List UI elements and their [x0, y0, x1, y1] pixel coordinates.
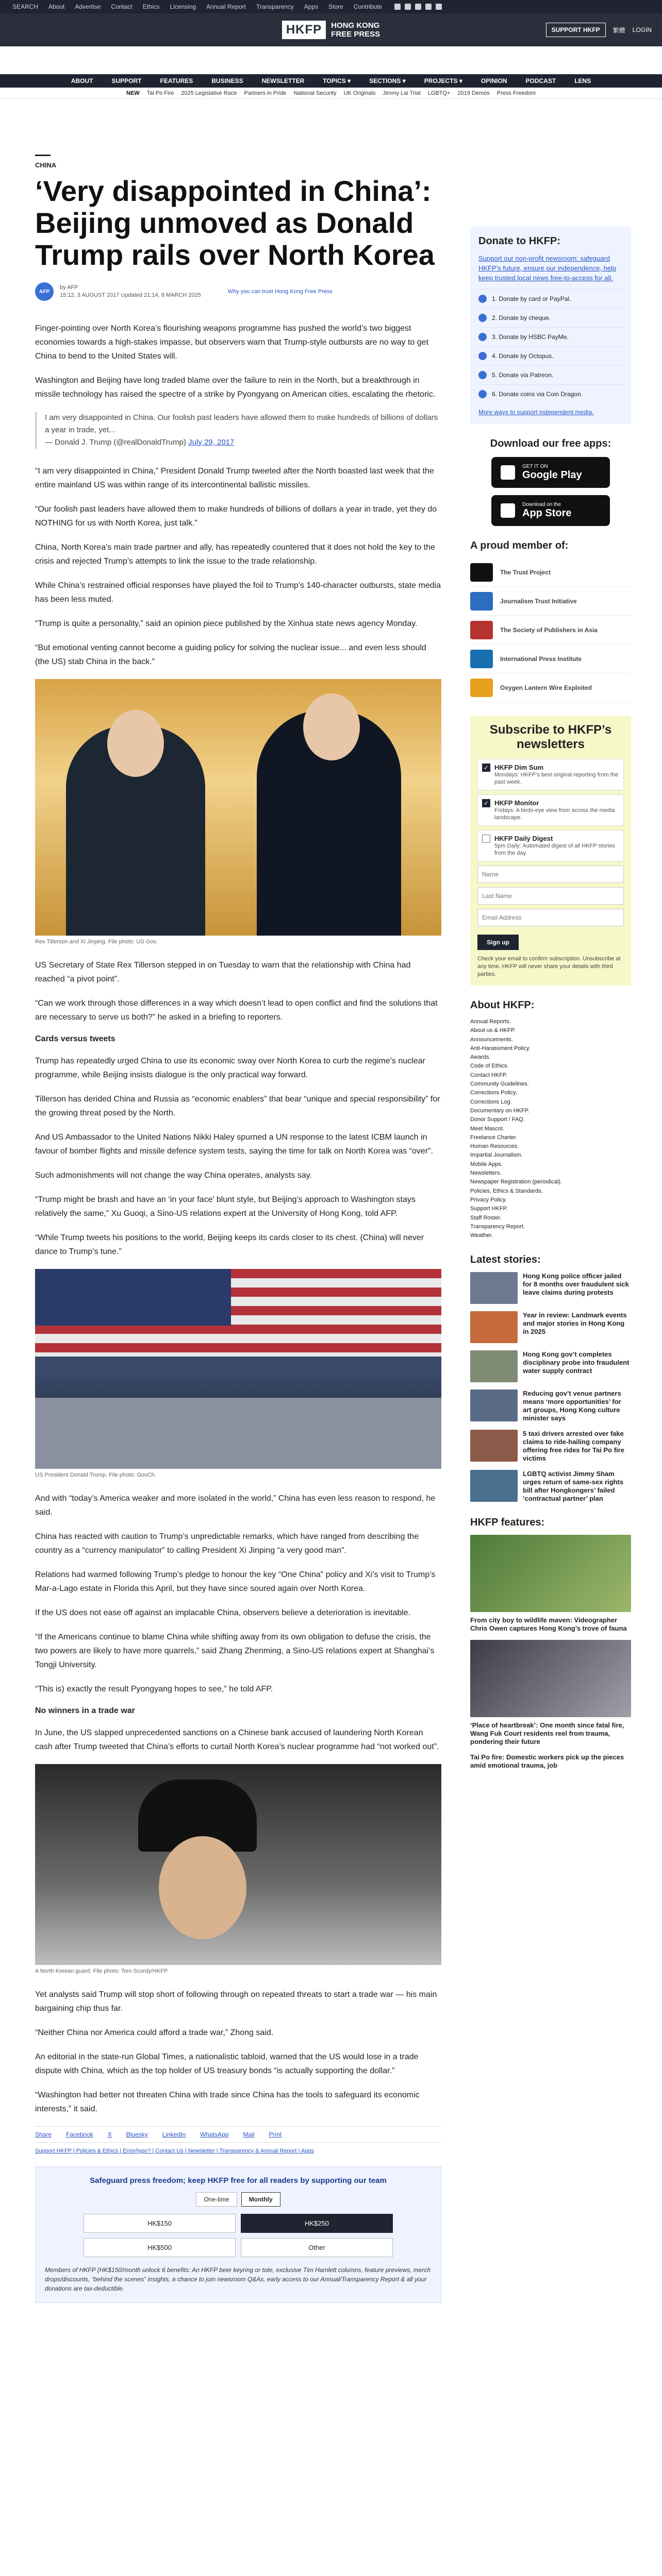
coin-icon — [478, 390, 487, 398]
util-link-contact[interactable]: Contact — [111, 3, 133, 10]
nav-sections[interactable]: SECTIONS ▾ — [369, 77, 406, 84]
paragraph: Tillerson has derided China and Russia as “economic enablers” that bear “unique and special responsibility” for the growing threat posed by the North. — [35, 1095, 440, 1117]
about-link[interactable]: Contact HKFP. — [470, 1072, 507, 1078]
paragraph: “Washington had better not threaten China with trade since China has the tools to safeguard its economic interests,” it said. — [35, 2091, 420, 2113]
share-print[interactable]: Print — [269, 2131, 282, 2138]
donate-lead[interactable]: Support our non-profit newsroom: safeguard HKFP’s future, ensure our independence, help keep trusted local news free-to-access for all. — [478, 255, 617, 282]
signup-button[interactable]: Sign up — [477, 935, 519, 950]
donate-option[interactable]: 5. Donate via Patreon. — [478, 365, 623, 384]
tab-one-time[interactable]: One-time — [196, 2192, 237, 2207]
trending-item[interactable]: Partners in Pride — [244, 90, 287, 96]
about-link[interactable]: Documentary on HKFP. — [470, 1107, 529, 1114]
payme-icon — [478, 333, 487, 341]
last-name-input[interactable] — [477, 887, 624, 905]
story-item[interactable]: Reducing gov’t venue partners means ‘more opportunities’ for art groups, Hong Kong culture minister says — [470, 1389, 631, 1422]
amount-option-selected[interactable]: HK$250 — [241, 2214, 393, 2233]
figure-trump — [35, 1269, 441, 1478]
util-link-store[interactable]: Store — [328, 3, 343, 10]
about-link[interactable]: Impartial Journalism. — [470, 1152, 523, 1159]
newsletter-fineprint: Check your email to confirm subscription. Unsubscribe at any time. HKFP will never share your details with third parties. — [477, 956, 621, 977]
check-icon[interactable]: ✓ — [482, 764, 490, 772]
about-link[interactable]: Annual Reports. — [470, 1019, 511, 1025]
patreon-icon — [478, 371, 487, 379]
apple-icon — [501, 503, 515, 518]
donate-option[interactable]: 1. Donate by card or PayPal. — [478, 289, 623, 308]
nav-about[interactable]: ABOUT — [71, 77, 93, 84]
logo-line2: FREE PRESS — [331, 30, 380, 39]
donate-option[interactable]: 4. Donate by Octopus. — [478, 346, 623, 365]
donate-box-title: Safeguard press freedom; keep HKFP free for all readers by supporting our team — [90, 2176, 387, 2185]
tweet-date-link[interactable]: July 29, 2017 — [188, 438, 235, 447]
latest-panel — [470, 1253, 631, 1503]
story-item[interactable]: Hong Kong police officer jailed for 8 months over fraudulent sick leave claims during protests — [470, 1272, 631, 1304]
about-link[interactable]: Support HKFP. — [470, 1206, 508, 1212]
story-thumbnail[interactable] — [470, 1430, 518, 1462]
member-logo[interactable]: The Trust Project — [470, 558, 631, 587]
footer-links[interactable]: Support HKFP | Policies & Ethics | Error/typo? | Contact Us | Newsletter | Transparency & Annual Report | Apps — [35, 2148, 314, 2154]
name-input[interactable] — [477, 866, 624, 883]
trending-item[interactable]: Press Freedom — [496, 90, 536, 96]
amount-option[interactable]: HK$150 — [84, 2214, 236, 2233]
paragraph: Such admonishments will not change the way China operates, analysts say. — [35, 1171, 312, 1180]
paragraph: And with “today’s America weaker and more isolated in the world,” China has even less reason to respond, he said. — [35, 1494, 436, 1517]
about-link[interactable]: Privacy Policy. — [470, 1196, 507, 1203]
story-thumbnail[interactable] — [470, 1311, 518, 1343]
paragraph: And US Ambassador to the United Nations Nikki Haley spurned a UN response to the latest ICBM launch in favour of bomber flights and missile defence system tests, saying the time for talk on North Korea was “over”. — [35, 1133, 433, 1156]
about-link[interactable]: Newspaper Registration (periodical). — [470, 1179, 562, 1185]
feature-item[interactable]: From city boy to wildlife maven: Videographer Chris Owen captures Hong Kong’s trove of fauna — [470, 1535, 631, 1633]
trending-bar — [0, 88, 662, 99]
paragraph: If the US does not ease off against an implacable China, observers believe a deterioration is inevitable. — [35, 1608, 411, 1617]
feature-image[interactable] — [470, 1535, 631, 1612]
share-facebook[interactable]: Facebook — [66, 2131, 93, 2138]
trending-item[interactable]: Tai Po Fire — [146, 90, 174, 96]
donate-box — [35, 2166, 441, 2303]
latest-title: Latest stories: — [470, 1254, 541, 1266]
embedded-tweet — [35, 412, 441, 449]
x-icon[interactable] — [405, 4, 411, 10]
photo-tillerson-xi — [35, 679, 441, 936]
donate-title: Donate to HKFP: — [478, 235, 560, 247]
member-logo[interactable]: Journalism Trust Initiative — [470, 587, 631, 616]
feature-image[interactable] — [470, 1640, 631, 1717]
paragraph: Finger-pointing over North Korea’s flourishing weapons programme has pushed the world’s two biggest economies towards a high-stakes impasse, but observers warn that Trump-style outbursts are no way to get China to bend to the United States will. — [35, 324, 429, 361]
site-logo[interactable] — [282, 21, 380, 39]
story-item[interactable]: LGBTQ activist Jimmy Sham urges return of same-sex rights bill after Hongkongers’ failed ‘contractual partner’ plan — [470, 1470, 631, 1503]
paragraph: Washington and Beijing have long traded blame over the failure to rein in the North, but a breakthrough in missile technology has raised the spectre of a strike by Pyongyang on American cities, escalating the rhetoric. — [35, 376, 436, 399]
trending-label: NEW — [126, 90, 140, 96]
instagram-icon[interactable] — [415, 4, 421, 10]
login-link[interactable]: LOGIN — [632, 26, 652, 33]
apps-title: Download our free apps: — [490, 438, 611, 449]
main-nav — [0, 74, 662, 88]
nav-lens[interactable]: LENS — [574, 77, 591, 84]
newsletter-option[interactable]: ✓ HKFP Dim Sum Mondays: HKFP’s best original reporting from the past week. — [477, 759, 624, 790]
share-bluesky[interactable]: Bluesky — [126, 2131, 148, 2138]
about-link[interactable]: Freelance Charter. — [470, 1134, 518, 1141]
nav-support[interactable]: SUPPORT — [111, 77, 142, 84]
story-thumbnail[interactable] — [470, 1350, 518, 1382]
share-bar — [35, 2126, 441, 2143]
amount-option-other[interactable]: Other — [241, 2238, 393, 2257]
util-link-apps[interactable]: Apps — [304, 3, 319, 10]
features-panel — [470, 1516, 631, 1770]
about-link[interactable]: Weather. — [470, 1232, 493, 1239]
donate-panel — [470, 227, 631, 424]
newsletter-option[interactable]: HKFP Daily Digest 5pm Daily: Automated digest of all HKFP stories from the day. — [477, 830, 624, 861]
app-store-button[interactable]: Download on the App Store — [491, 495, 610, 526]
member-logo[interactable]: The Society of Publishers in Asia — [470, 616, 631, 645]
more-ways-link[interactable]: More ways to support independent media. — [478, 409, 594, 416]
tweet-text: I am very disappointed in China. Our foolish past leaders have allowed them to make hundreds of billions of dollars a year in trade, yet... — [45, 413, 438, 434]
about-list — [470, 1018, 631, 1240]
youtube-icon[interactable] — [425, 4, 432, 10]
photo-trump — [35, 1269, 441, 1469]
about-link[interactable]: Policies, Ethics & Standards. — [470, 1188, 543, 1194]
share-x[interactable]: X — [107, 2131, 112, 2138]
about-link[interactable]: Donor Support / FAQ. — [470, 1116, 525, 1123]
trending-item[interactable]: Jimmy Lai Trial — [383, 90, 421, 96]
paragraph: “Neither China nor America could afford a trade war,” Zhong said. — [35, 2028, 274, 2037]
cheque-icon — [478, 314, 487, 322]
util-link-contribute[interactable]: Contribute — [353, 3, 383, 10]
story-item[interactable]: Year in review: Landmark events and major stories in Hong Kong in 2025 — [470, 1311, 631, 1343]
about-title: About HKFP: — [470, 999, 535, 1011]
paragraph: Trump has repeatedly urged China to use its economic sway over North Korea to curb the regime’s nuclear programme, while Beijing insists dialogue is the only practical way forward. — [35, 1057, 425, 1079]
util-link-licensing[interactable]: Licensing — [170, 3, 196, 10]
paragraph: “Trump is quite a personality,” said an opinion piece published by the Xinhua state news agency Monday. — [35, 619, 418, 628]
subheading: Cards versus tweets — [35, 1035, 115, 1043]
about-link[interactable]: Announcements. — [470, 1036, 513, 1043]
support-button[interactable]: SUPPORT HKFP — [546, 23, 606, 37]
newsletter-panel — [470, 716, 631, 986]
paragraph: Relations had warmed following Trump’s pledge to honour the key “One China” policy and Xi’s visit to Trump’s Mar-a-Lago estate in Florida this April, but they have since soured again over North Korea. — [35, 1570, 436, 1593]
paragraph: “I am very disappointed in China,” President Donald Trump tweeted after the North boasted last week that the entire mainland US was within range of its intercontinental ballistic missiles. — [35, 467, 434, 489]
email-icon[interactable] — [436, 4, 442, 10]
share-mail[interactable]: Mail — [243, 2131, 255, 2138]
paragraph: “Can we work through those differences in a way which doesn’t lead to open conflict and find the solutions that are necessary to serve us both?” he asked in a briefing to reporters. — [35, 999, 438, 1022]
paragraph: In June, the US slapped unprecedented sanctions on a Chinese bank accused of laundering North Korean cash after Trump tweeted that China’s efforts to curtail North Korea’s nuclear programme had “not worked out”. — [35, 1728, 439, 1751]
nav-topics[interactable]: TOPICS ▾ — [323, 77, 351, 84]
trending-item[interactable]: 2025 Legislative Race — [181, 90, 237, 96]
story-thumbnail[interactable] — [470, 1389, 518, 1421]
google-play-icon — [501, 465, 515, 480]
sidebar — [470, 227, 631, 1783]
about-link[interactable]: About us & HKFP. — [470, 1027, 516, 1034]
newsletter-option[interactable]: ✓ HKFP Monitor Fridays: A birds-eye view from across the media landscape. — [477, 794, 624, 826]
util-link-transparency[interactable]: Transparency — [256, 3, 294, 10]
byline — [35, 282, 441, 301]
about-panel — [470, 999, 631, 1240]
paragraph: China has reacted with caution to Trump’s unpredictable remarks, which have ranged from describing the country as a “currency manipulator” to calling President Xi Jinping “a very good man”. — [35, 1532, 419, 1555]
email-input[interactable] — [477, 909, 624, 926]
util-link-ethics[interactable]: Ethics — [142, 3, 160, 10]
caption: US President Donald Trump. File photo: GovCh. — [35, 1472, 156, 1478]
article — [35, 155, 441, 2303]
paragraph: “Trump might be brash and have an ‘in your face’ blunt style, but Beijing’s approach to Washington stays relatively the same,” Xu Guoqi, a Sino-US relations expert at the University of Hong Kong, told AFP. — [35, 1195, 416, 1218]
nav-newsletter[interactable]: NEWSLETTER — [261, 77, 305, 84]
author-avatar: AFP — [35, 282, 54, 301]
nav-podcast[interactable]: PODCAST — [525, 77, 556, 84]
about-link[interactable]: Staff Roster. — [470, 1214, 502, 1221]
social-links — [394, 4, 442, 10]
nav-opinion[interactable]: OPINION — [481, 77, 507, 84]
member-benefits-note: Members of HKFP (HK$150/month unlock 6 benefits: An HKFP beer keyring or tote, exclusive Tim Hamlett columns, feature previews, merch drops/discounts, “behind the scenes” insights, a chance to join newsroom Q&As, early access to our Annual/Transparency Report & all your donations are tax-deductible. — [45, 2266, 431, 2292]
share-whatsapp[interactable]: WhatsApp — [200, 2131, 229, 2138]
story-item[interactable]: 5 taxi drivers arrested over fake claims to ride-hailing company offering free rides for Tai Po fire victims — [470, 1430, 631, 1463]
paragraph: China, North Korea’s main trade partner and ally, has repeatedly countered that it does not hold the key to the crisis and rejected Trump’s attempts to link the issue to the trade relationship. — [35, 543, 435, 566]
logo-line1: HONG KONG — [331, 21, 380, 30]
about-link[interactable]: Corrections Policy. — [470, 1090, 517, 1096]
donate-option[interactable]: 3. Donate by HSBC PayMe. — [478, 327, 623, 346]
logo-box: HKFP — [282, 21, 326, 39]
util-link-annual-report[interactable]: Annual Report — [206, 3, 246, 10]
check-icon[interactable]: ✓ — [482, 799, 490, 807]
members-title: A proud member of: — [470, 540, 569, 551]
subheading: No winners in a trade war — [35, 1706, 135, 1715]
paragraph: Yet analysts said Trump will stop short of following through on repeated threats to start a trade war — his main bargaining chip thus far. — [35, 1990, 437, 2013]
story-thumbnail[interactable] — [470, 1470, 518, 1502]
features-title: HKFP features: — [470, 1517, 545, 1529]
feature-item[interactable]: ‘Place of heartbreak’: One month since fatal fire, Wang Fuk Court residents reel from trauma, pondering their future — [470, 1640, 631, 1746]
section-kicker[interactable]: CHINA — [35, 155, 51, 169]
trending-item[interactable]: LGBTQ+ — [427, 90, 451, 96]
about-link[interactable]: Code of Ethics. — [470, 1063, 509, 1070]
tweet-author: — Donald J. Trump (@realDonaldTrump) — [45, 438, 186, 447]
caption: Rex Tillerson and Xi Jinping. File photo: US Gov. — [35, 939, 158, 945]
paragraph: US Secretary of State Rex Tillerson stepped in on Tuesday to warn that the relationship with China had reached “a pivot point”. — [35, 961, 411, 984]
card-icon — [478, 295, 487, 303]
tab-monthly[interactable]: Monthly — [241, 2192, 280, 2207]
trending-item[interactable]: UK Originals — [343, 90, 376, 96]
about-link[interactable]: Community Guidelines. — [470, 1081, 529, 1088]
checkbox-empty[interactable] — [482, 835, 490, 843]
about-link[interactable]: Awards. — [470, 1054, 491, 1061]
member-logo[interactable]: Oxygen Lantern Wire Exploited — [470, 673, 631, 702]
paragraph: “While Trump tweets his positions to the world, Beijing keeps its cards closer to its chest. (China) will never dance to Trump’s tune.” — [35, 1233, 424, 1256]
about-link[interactable]: Meet Mascot. — [470, 1125, 505, 1132]
paragraph: An editorial in the state-run Global Times, a nationalistic tabloid, warned that the US would lose in a trade dispute with China, which as the top holder of US treasury bonds “is actually supporting the dollar.” — [35, 2053, 419, 2075]
members-panel — [470, 539, 631, 702]
paragraph: While China’s restrained official responses have played the foil to Trump’s 140-character outbursts, state media has been less muted. — [35, 581, 441, 604]
top-utility-bar — [0, 0, 662, 13]
newsletter-title: Subscribe to HKFP’s newsletters — [489, 723, 612, 751]
nav-business[interactable]: BUSINESS — [211, 77, 243, 84]
trending-item[interactable]: 2019 Demos — [457, 90, 490, 96]
nav-projects[interactable]: PROJECTS ▾ — [424, 77, 462, 84]
about-link[interactable]: Newsletters. — [470, 1170, 502, 1177]
member-logo[interactable]: International Press Institute — [470, 645, 631, 673]
paragraph: “If the Americans continue to blame China while shifting away from its own obligation to defuse the crisis, the two powers are likely to have more quarrels,” said Zhang Zhenming, a Sino-US relations expert at Shanghai’s Tongji University. — [35, 1633, 435, 1669]
figure-guard — [35, 1764, 441, 1974]
google-play-button[interactable]: GET IT ON Google Play — [491, 457, 610, 488]
about-link[interactable]: Human Resources. — [470, 1143, 519, 1150]
nav-features[interactable]: FEATURES — [160, 77, 193, 84]
about-link[interactable]: Anti-Harassment Policy. — [470, 1045, 531, 1052]
share-linkedin[interactable]: LinkedIn — [162, 2131, 186, 2138]
facebook-icon[interactable] — [394, 4, 401, 10]
language-switch[interactable]: 繁體 — [613, 26, 625, 34]
share-label: Share — [35, 2131, 52, 2138]
masthead — [0, 13, 662, 46]
about-link[interactable]: Mobile Apps. — [470, 1161, 503, 1167]
util-link-about[interactable]: About — [48, 3, 65, 10]
author-name[interactable]: by AFP — [60, 284, 78, 291]
caption: A North Korean guard. File photo: Tom Scordy/HKFP. — [35, 1968, 169, 1974]
figure-tillerson-xi — [35, 679, 441, 945]
publish-date: 15:12, 3 AUGUST 2017 Updated 21:14, 8 MARCH 2025 — [60, 292, 201, 298]
donate-option[interactable]: 2. Donate by cheque. — [478, 308, 623, 327]
feature-item[interactable]: Tai Po fire: Domestic workers pick up the pieces amid emotional trauma, job — [470, 1753, 624, 1770]
amount-option[interactable]: HK$500 — [84, 2238, 236, 2257]
util-link-advertise[interactable]: Advertise — [75, 3, 101, 10]
apps-panel — [470, 437, 631, 526]
donate-option[interactable]: 6. Donate coins via Coin Dragon. — [478, 384, 623, 403]
story-item[interactable]: Hong Kong gov’t completes disciplinary probe into fraudulent water supply contract — [470, 1350, 631, 1382]
paragraph: “But emotional venting cannot become a guiding policy for solving the nuclear issue... and even less should (the US) stab China in the back.” — [35, 643, 426, 666]
paragraph: “This is) exactly the result Pyongyang hopes to see,” he told AFP. — [35, 1685, 273, 1693]
photo-guard — [35, 1764, 441, 1965]
about-link[interactable]: Transparency Report. — [470, 1223, 525, 1230]
octopus-icon — [478, 352, 487, 360]
story-thumbnail[interactable] — [470, 1272, 518, 1304]
trending-item[interactable]: National Security — [293, 90, 337, 96]
search-link[interactable]: SEARCH — [12, 3, 39, 10]
about-link[interactable]: Corrections Log. — [470, 1098, 512, 1105]
article-title: ‘Very disappointed in China’: Beijing unmoved as Donald Trump rails over North Korea — [35, 175, 435, 271]
paragraph: “Our foolish past leaders have allowed them to make hundreds of billions of dollars a year in trade, yet they do NOTHING for us with North Korea, just talk.” — [35, 505, 437, 528]
trust-link[interactable]: Why you can trust Hong Kong Free Press — [227, 289, 333, 295]
